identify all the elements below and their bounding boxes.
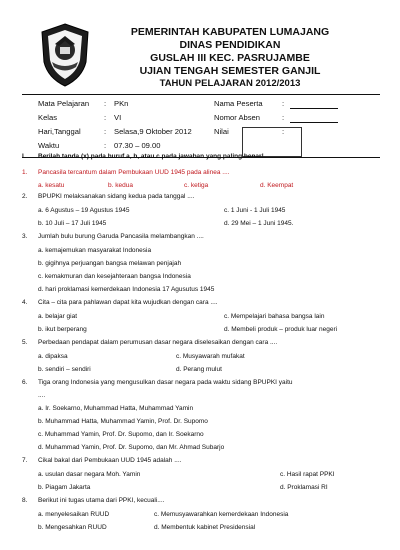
- time-label: Waktu: [38, 141, 60, 150]
- question-text: Tiga orang Indonesia yang mengusulkan dasar negara pada waktu sidang BPUPKI yaitu: [38, 379, 293, 386]
- question-text: Perbedaan pendapat dalam perumusan dasar negara diselesaikan dengan cara ....: [38, 339, 278, 346]
- question-text-continued: ....: [38, 392, 46, 399]
- question-3: [22, 233, 392, 299]
- option-c[interactable]: c. kemakmuran dan kesejahteraan bangsa Indonesia: [38, 273, 191, 280]
- option-d[interactable]: d. hari proklamasi kemerdekaan Indonesia 17 Agusutus 1945: [38, 286, 215, 293]
- option-c[interactable]: c. Muhammad Yamin, Prof. Dr. Supomo, dan Ir. Soekarno: [38, 431, 204, 438]
- exam-title: UJIAN TENGAH SEMESTER GANJIL: [139, 65, 321, 77]
- question-8: [22, 497, 392, 537]
- regency-crest-icon: [38, 22, 92, 88]
- option-c[interactable]: c. ketiga: [184, 182, 209, 189]
- option-b[interactable]: b. Piagam Jakarta: [38, 484, 91, 491]
- time-value: 07.30 – 09.00: [114, 141, 161, 150]
- question-text: Berikut ini tugas utama dari PPKI, kecuali....: [38, 497, 165, 504]
- option-b[interactable]: b. gigihnya perjuangan bangsa melawan penjajah: [38, 260, 182, 267]
- class-value: VI: [114, 113, 122, 122]
- section-number: I.: [22, 153, 26, 160]
- option-c[interactable]: c. Hasil rapat PPKI: [280, 471, 335, 478]
- date-label: Hari,Tanggal: [38, 127, 81, 136]
- colon: :: [104, 113, 107, 122]
- department-name: DINAS PENDIDIKAN: [179, 39, 281, 51]
- question-number: 4.: [22, 299, 28, 306]
- absence-number-field[interactable]: [290, 112, 338, 123]
- date-value: Selasa,9 Oktober 2012: [114, 127, 192, 136]
- question-number: 3.: [22, 233, 28, 240]
- letterhead: [0, 0, 400, 95]
- colon: :: [104, 99, 107, 108]
- question-number: 1.: [22, 169, 28, 176]
- question-number: 2.: [22, 193, 28, 200]
- option-c[interactable]: c. 1 Juni - 1 Juli 1945: [224, 207, 286, 214]
- option-b[interactable]: b. Mengesahkan RUUD: [38, 524, 107, 531]
- option-b[interactable]: b. ikut berperang: [38, 326, 87, 333]
- student-name-field[interactable]: [290, 98, 338, 109]
- option-a[interactable]: a. menyelesaikan RUUD: [38, 511, 110, 518]
- question-text: Jumlah bulu burung Garuda Pancasila melambangkan ....: [38, 233, 204, 240]
- subject-label: Mata Pelajaran: [38, 99, 90, 108]
- question-number: 8.: [22, 497, 28, 504]
- colon: :: [104, 141, 107, 150]
- option-c[interactable]: c. Musyawarah mufakat: [176, 353, 245, 360]
- option-a[interactable]: a. Ir. Soekarno, Muhammad Hatta, Muhammad Yamin: [38, 405, 194, 412]
- question-number: 5.: [22, 339, 28, 346]
- option-d[interactable]: d. Membeli produk – produk luar negeri: [224, 326, 338, 333]
- option-b[interactable]: b. Muhammad Hatta, Muhammad Yamin, Prof. Dr. Supomo: [38, 418, 208, 425]
- question-text: Cikal bakal dari Pembukaan UUD 1945 adalah ....: [38, 457, 182, 464]
- score-label: Nilai: [214, 127, 229, 136]
- question-4: [22, 299, 392, 339]
- question-text: Pancasila tercantum dalam Pembukaan UUD 1945 pada alinea ....: [38, 169, 230, 176]
- colon: :: [104, 127, 107, 136]
- info-row-class: [38, 111, 388, 125]
- info-row-date: [38, 125, 388, 139]
- student-name-label: Nama Peserta: [214, 99, 263, 108]
- option-a[interactable]: a. kemajemukan masyarakat Indonesia: [38, 247, 152, 254]
- option-a[interactable]: a. 6 Agustus – 19 Agustus 1945: [38, 207, 130, 214]
- regency-name: PEMERINTAH KABUPATEN LUMAJANG: [130, 26, 330, 38]
- question-text: BPUPKI melaksanakan sidang kedua pada tanggal ....: [38, 193, 195, 200]
- option-d[interactable]: d. 29 Mei – 1 Juni 1945.: [224, 220, 294, 227]
- cluster-name: GUSLAH III KEC. PASRUJAMBE: [150, 52, 310, 64]
- option-d[interactable]: d. Muhammad Yamin, Prof. Dr. Supomo, dan Mr. Ahmad Subarjo: [38, 444, 225, 451]
- class-label: Kelas: [38, 113, 57, 122]
- instruction-text: Berilah tanda (x) pada huruf a, b, atau c pada jawaban yang paling benar!: [38, 153, 264, 160]
- question-list: [22, 151, 392, 533]
- header-divider: [22, 94, 380, 95]
- option-a[interactable]: a. dipaksa: [38, 353, 68, 360]
- exam-info-table: [38, 97, 388, 153]
- question-number: 7.: [22, 457, 28, 464]
- question-number: 6.: [22, 379, 28, 386]
- option-d[interactable]: d. Keempat: [260, 182, 294, 189]
- option-d[interactable]: d. Proklamasi RI: [280, 484, 328, 491]
- option-a[interactable]: a. belajar giat: [38, 313, 78, 320]
- option-c[interactable]: c. Memusyawarahkan kemerdekaan Indonesia: [154, 511, 289, 518]
- option-a[interactable]: a. kesatu: [38, 182, 65, 189]
- colon: :: [282, 113, 285, 122]
- letterhead-text: [95, 26, 365, 90]
- colon: :: [282, 127, 285, 136]
- instruction: [22, 153, 392, 165]
- colon: :: [282, 99, 285, 108]
- question-6: [22, 379, 392, 457]
- option-b[interactable]: b. sendiri – sendiri: [38, 366, 91, 373]
- option-c[interactable]: c. Mempelajari bahasa bangsa lain: [224, 313, 325, 320]
- option-d[interactable]: d. Perang mulut: [176, 366, 222, 373]
- option-b[interactable]: b. 10 Juli – 17 Juli 1945: [38, 220, 107, 227]
- subject-value: PKn: [114, 99, 129, 108]
- question-text: Cita – cita para pahlawan dapat kita wujudkan dengan cara ....: [38, 299, 218, 306]
- question-5: [22, 339, 392, 379]
- absence-number-label: Nomor Absen: [214, 113, 261, 122]
- option-b[interactable]: b. kedua: [108, 182, 133, 189]
- option-d[interactable]: d. Membentuk kabinet Presidensial: [154, 524, 256, 531]
- option-a[interactable]: a. usulan dasar negara Moh. Yamin: [38, 471, 141, 478]
- question-7: [22, 457, 392, 497]
- question-2: [22, 193, 392, 233]
- question-1: [22, 169, 392, 195]
- info-row-subject: [38, 97, 388, 111]
- school-year: TAHUN PELAJARAN 2012/2013: [159, 78, 301, 89]
